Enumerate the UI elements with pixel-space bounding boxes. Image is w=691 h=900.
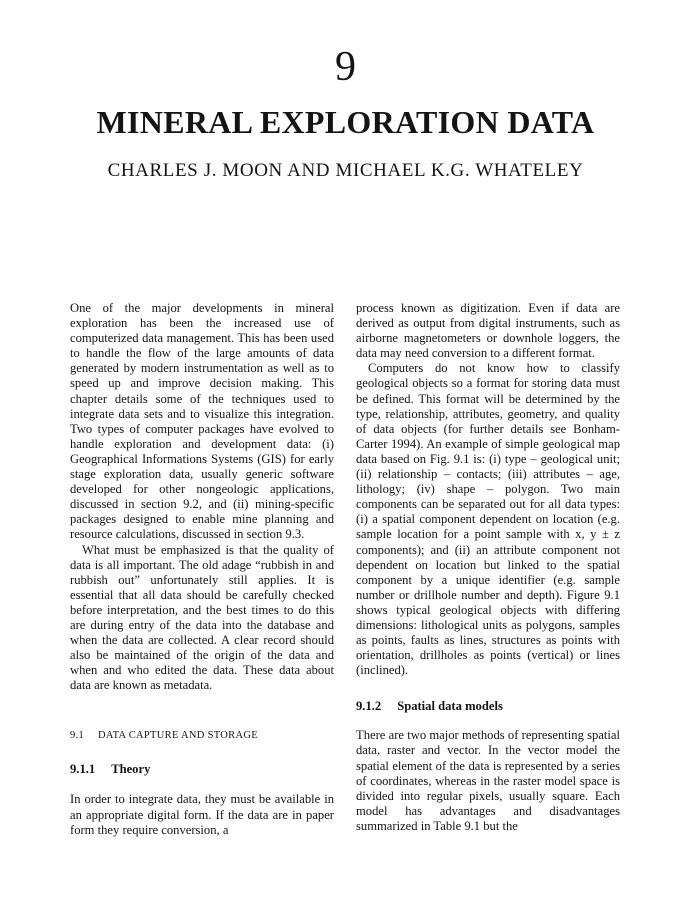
data-format-paragraph: Computers do not know how to classify geological objects so a format for storing data must be defined. This format will be determined by the type, relationship, attributes, geometry, and quality of data objects (for further details see Bonham-Carter 1994). An example of simple geological map data based on Fig. 9.1 is: (i) type – geological unit; (ii) relationship – contacts; (iii) attributes – age, lithology; (iv) shape – polygon. Two main components can be separated out for all data types: (i) a spatial component dependent on location (e.g. sample location for a point sample with x, y ± z components); and (ii) an attribute component not dependent on location but linked to the spatial component by a unique identifier (e.g. sample number or drillhole number and depth). Figure 9.1 shows typical geological objects with differing dimensions: lithological units as polygons, samples as points, faults as lines, structures as points with orientation, drillholes as points (vertical) or lines (inclined). xyxy=(356,361,620,678)
intro-paragraph: One of the major developments in mineral exploration has been the increased use of computerized data management. This has been used to handle the flow of the large amounts of data generated by modern instrumentation as well as to speed up and improve decision making. This chapter details some of the techniques used to integrate data sets and to visualize this integration. Two types of computer packages have evolved to handle exploration and development data: (i) Geographical Informations Systems (GIS) for early stage exploration data, usually generic software developed for other nongeologic applications, discussed in section 9.2, and (ii) mining-specific packages designed to enable mine planning and resource calculations, discussed in section 9.3. xyxy=(70,301,334,542)
theory-paragraph: In order to integrate data, they must be available in an appropriate digital form. If the data are in paper form they require conversion, a xyxy=(70,792,334,837)
section-number: 9.1 xyxy=(70,730,85,742)
subsection-heading-spatial xyxy=(356,699,620,714)
subsection-title: Theory xyxy=(111,762,151,777)
chapter-title: MINERAL EXPLORATION DATA xyxy=(96,104,595,140)
digitization-paragraph: process known as digitization. Even if data are derived as output from digital instruments, such as airborne magnetometers or downhole loggers, the data may need conversion to a different format. xyxy=(356,301,620,361)
subsection-heading-theory xyxy=(70,762,334,777)
right-column xyxy=(356,301,620,834)
spatial-models-paragraph: There are two major methods of representing spatial data, raster and vector. In the vector model the spatial element of the data is represented by a series of coordinates, whereas in the raster model space is divided into regular pixels, usually square. Each model has advantages and disadvantages summarized in Table 9.1 but the xyxy=(356,728,620,833)
section-heading xyxy=(70,729,334,743)
data-quality-paragraph: What must be emphasized is that the quality of data is all important. The old adage “rubbish in and rubbish out” unfortunately still applies. It is essential that all data should be carefully checked before interpretation, and the best times to do this are during entry of the data into the database and when the data are collected. A clear record should also be maintained of the origin of the data and when and who edited the data. These data about data are known as metadata. xyxy=(70,542,334,693)
subsection-number: 9.1.2 xyxy=(356,699,382,714)
subsection-number: 9.1.1 xyxy=(70,762,96,777)
section-title: DATA CAPTURE AND STORAGE xyxy=(98,730,258,742)
left-column xyxy=(70,301,334,838)
chapter-authors: CHARLES J. MOON AND MICHAEL K.G. WHATELEY xyxy=(107,160,584,181)
chapter-number: 9 xyxy=(335,44,356,90)
subsection-title: Spatial data models xyxy=(397,699,503,714)
